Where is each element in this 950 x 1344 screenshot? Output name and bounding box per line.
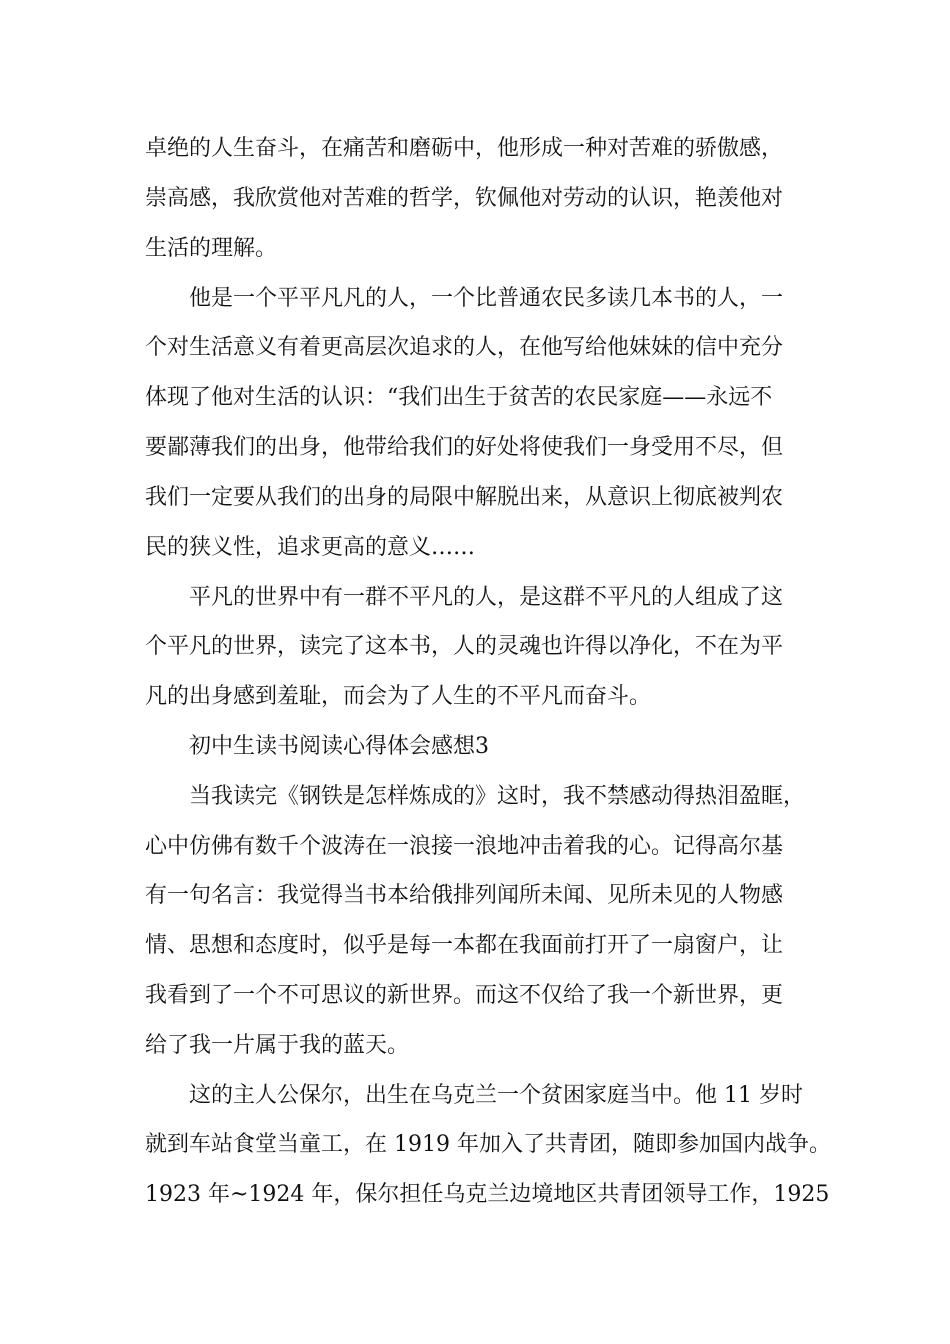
text-line: 我们一定要从我们的出身的局限中解脱出来，从意识上彻底被判农 — [145, 485, 784, 510]
text-line: 卓绝的人生奋斗，在痛苦和磨砺中，他形成一种对苦难的骄傲感， — [145, 136, 784, 161]
paragraph-first-line: 平凡的世界中有一群不平凡的人，是这群不平凡的人组成了这 — [189, 585, 784, 610]
text-line: 就到车站食堂当童工，在 1919 年加入了共青团，随即参加国内战争。 — [145, 1132, 831, 1157]
paragraph-first-line: 他是一个平平凡凡的人，一个比普通农民多读几本书的人，一 — [189, 286, 784, 311]
text-line: 凡的出身感到羞耻，而会为了人生的不平凡而奋斗。 — [145, 684, 652, 709]
text-line: 我看到了一个不可思议的新世界。而这不仅给了我一个新世界，更 — [145, 983, 784, 1008]
text-line: 要鄙薄我们的出身，他带给我们的好处将使我们一身受用不尽，但 — [145, 435, 784, 460]
text-line: 生活的理解。 — [145, 236, 278, 261]
text-line: 给了我一片属于我的蓝天。 — [145, 1033, 410, 1058]
text-line: 个对生活意义有着更高层次追求的人，在他写给他妹妹的信中充分 — [145, 335, 784, 360]
text-line: 1923 年~1924 年，保尔担任乌克兰边境地区共青团领导工作，1925 — [145, 1182, 830, 1207]
text-line: 情、思想和态度时，似乎是每一本都在我面前打开了一扇窗户，让 — [145, 933, 784, 958]
text-line: 体现了他对生活的认识：“我们出生于贫苦的农民家庭——永远不 — [145, 385, 773, 410]
section-heading: 初中生读书阅读心得体会感想3 — [189, 734, 489, 759]
text-line: 个平凡的世界，读完了这本书，人的灵魂也许得以净化，不在为平 — [145, 634, 784, 659]
paragraph-first-line: 这的主人公保尔，出生在乌克兰一个贫困家庭当中。他 11 岁时 — [189, 1083, 803, 1108]
text-line: 心中仿佛有数千个波涛在一浪接一浪地冲击着我的心。记得高尔基 — [145, 834, 784, 859]
text-line: 有一句名言：我觉得当书本给俄排列闻所未闻、见所未见的人物感 — [145, 883, 784, 908]
text-line: 民的狭义性，追求更高的意义…… — [145, 535, 476, 560]
paragraph-first-line: 当我读完《钢铁是怎样炼成的》这时，我不禁感动得热泪盈眶， — [189, 784, 806, 809]
text-line: 崇高感，我欣赏他对苦难的哲学，钦佩他对劳动的认识，艳羡他对 — [145, 186, 784, 211]
